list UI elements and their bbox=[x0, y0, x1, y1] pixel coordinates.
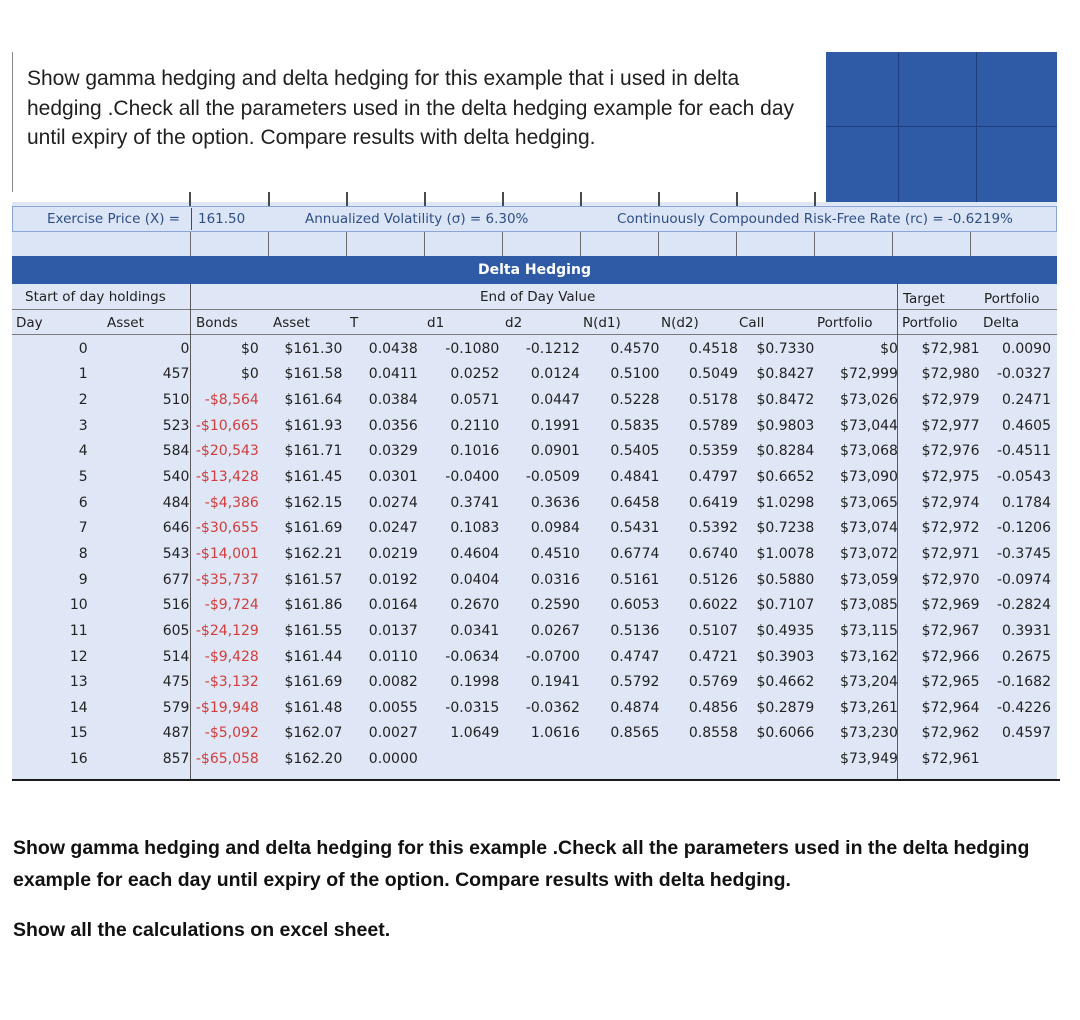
cell-bonds[interactable]: $0 bbox=[240, 366, 259, 383]
cell-call[interactable]: $0.4935 bbox=[756, 622, 815, 639]
cell-t[interactable]: 0.0027 bbox=[368, 725, 418, 742]
table-row bbox=[12, 439, 1057, 465]
cell-asset-holding[interactable]: 457 bbox=[162, 366, 190, 383]
header-divider bbox=[12, 309, 1057, 310]
column-header-asset-start: Asset bbox=[107, 315, 144, 331]
cell-bonds[interactable]: -$4,386 bbox=[204, 494, 259, 511]
cell-nd2[interactable] bbox=[663, 746, 742, 772]
cell-t[interactable]: 0.0137 bbox=[368, 622, 418, 639]
cell-d2[interactable]: 0.4510 bbox=[530, 545, 580, 562]
cell-asset-price[interactable]: $161.55 bbox=[284, 622, 343, 639]
table-row bbox=[12, 464, 1057, 490]
cell-bonds[interactable]: -$9,428 bbox=[204, 648, 259, 665]
cell-nd2[interactable]: 0.6022 bbox=[688, 597, 738, 614]
cell-d2[interactable]: 0.0124 bbox=[530, 366, 580, 383]
column-header-target-portfolio: Portfolio bbox=[902, 315, 958, 331]
gridline bbox=[424, 192, 426, 206]
cell-portfolio-delta[interactable]: -0.0543 bbox=[996, 469, 1051, 486]
cell-portfolio-delta[interactable]: 0.0090 bbox=[1002, 340, 1051, 357]
cell-asset-price[interactable]: $161.57 bbox=[284, 571, 343, 588]
cell-t[interactable]: 0.0356 bbox=[368, 417, 418, 434]
cell-nd1[interactable]: 0.5835 bbox=[610, 417, 660, 434]
cell-nd1[interactable]: 0.5431 bbox=[610, 520, 660, 537]
gridline bbox=[814, 192, 816, 206]
cell-d1[interactable]: 0.1998 bbox=[450, 674, 500, 691]
cell-portfolio[interactable]: $73,026 bbox=[840, 392, 898, 409]
cell-d1[interactable]: 0.1083 bbox=[450, 520, 500, 537]
cell-portfolio-delta[interactable]: 0.3931 bbox=[1002, 622, 1051, 639]
cell-target-portfolio[interactable]: $72,971 bbox=[921, 545, 980, 562]
table-row bbox=[12, 567, 1057, 593]
table-row bbox=[12, 541, 1057, 567]
cell-asset-holding[interactable]: 579 bbox=[162, 699, 190, 716]
cell-d2[interactable]: 0.1941 bbox=[530, 674, 580, 691]
column-header-call: Call bbox=[739, 315, 765, 331]
cell-d2[interactable]: -0.0700 bbox=[525, 648, 580, 665]
cell-d2[interactable]: -0.1212 bbox=[525, 340, 580, 357]
group-header-start: Start of day holdings bbox=[25, 289, 166, 305]
cell-target-portfolio[interactable]: $72,972 bbox=[921, 520, 980, 537]
cell-nd2[interactable]: 0.4856 bbox=[688, 699, 738, 716]
cell-asset-price[interactable]: $161.86 bbox=[284, 597, 343, 614]
cell-portfolio-delta[interactable]: -0.1682 bbox=[996, 674, 1051, 691]
cell-portfolio[interactable]: $73,044 bbox=[840, 417, 898, 434]
cell-nd2[interactable]: 0.5392 bbox=[688, 520, 738, 537]
cell-asset-price[interactable]: $161.48 bbox=[284, 699, 343, 716]
cell-asset-holding[interactable]: 516 bbox=[162, 597, 190, 614]
table-body bbox=[12, 336, 1057, 772]
exercise-price-value[interactable]: 161.50 bbox=[198, 211, 246, 227]
cell-asset-price[interactable]: $161.64 bbox=[284, 392, 343, 409]
cell-day[interactable]: 16 bbox=[69, 751, 88, 768]
risk-free-rate-label: Continuously Compounded Risk-Free Rate (rc) = -0.6219% bbox=[617, 211, 1013, 227]
cell-d1[interactable]: -0.0634 bbox=[445, 648, 500, 665]
cell-nd2[interactable]: 0.5126 bbox=[688, 571, 738, 588]
gridline bbox=[502, 192, 504, 206]
cell-nd1[interactable]: 0.6774 bbox=[610, 545, 660, 562]
cell-portfolio-delta[interactable]: 0.4605 bbox=[1002, 417, 1051, 434]
column-header-nd2: N(d2) bbox=[661, 315, 699, 331]
column-header-nd1: N(d1) bbox=[583, 315, 621, 331]
table-bottom-border bbox=[12, 779, 1060, 781]
cell-nd1[interactable]: 0.5405 bbox=[610, 443, 660, 460]
cell-call[interactable]: $0.6066 bbox=[756, 725, 815, 742]
cell-call[interactable]: $0.7330 bbox=[756, 340, 815, 357]
cell-nd2[interactable]: 0.5789 bbox=[688, 417, 738, 434]
cell-portfolio[interactable]: $0 bbox=[880, 340, 898, 357]
cell-d2[interactable]: 0.1991 bbox=[530, 417, 580, 434]
cell-portfolio-delta[interactable]: -0.2824 bbox=[996, 597, 1051, 614]
cell-call[interactable]: $1.0298 bbox=[756, 494, 815, 511]
cell-call[interactable]: $0.8472 bbox=[756, 392, 815, 409]
cell-bonds[interactable]: -$9,724 bbox=[204, 597, 259, 614]
cell-nd2[interactable]: 0.6419 bbox=[688, 494, 738, 511]
cell-d1[interactable]: -0.0400 bbox=[445, 469, 500, 486]
table-row bbox=[12, 695, 1057, 721]
cell-target-portfolio[interactable]: $72,967 bbox=[921, 622, 980, 639]
target-header-top: Target bbox=[903, 291, 945, 307]
cell-bonds[interactable]: -$10,665 bbox=[195, 417, 259, 434]
column-header-day: Day bbox=[16, 315, 43, 331]
cell-d2[interactable]: -0.0509 bbox=[525, 469, 580, 486]
empty-row bbox=[12, 232, 1057, 256]
cell-bonds[interactable]: -$30,655 bbox=[195, 520, 259, 537]
cell-call[interactable]: $0.4662 bbox=[756, 674, 815, 691]
cell-t[interactable]: 0.0055 bbox=[368, 699, 418, 716]
cell-day[interactable]: 13 bbox=[69, 674, 88, 691]
table-row bbox=[12, 515, 1057, 541]
column-header-portfolio-delta: Delta bbox=[983, 315, 1020, 331]
cell-d2[interactable]: 0.0984 bbox=[530, 520, 580, 537]
cell-nd1[interactable]: 0.6053 bbox=[610, 597, 660, 614]
cell-day[interactable]: 15 bbox=[69, 725, 88, 742]
exercise-price-label: Exercise Price (X) = bbox=[47, 211, 181, 227]
table-row bbox=[12, 336, 1057, 362]
cell-asset-holding[interactable]: 857 bbox=[162, 751, 190, 768]
cell-target-portfolio[interactable]: $72,975 bbox=[921, 469, 980, 486]
cell-bonds[interactable]: -$20,543 bbox=[195, 443, 259, 460]
cell-asset-holding[interactable]: 584 bbox=[162, 443, 190, 460]
cell-d2[interactable]: 0.0316 bbox=[530, 571, 580, 588]
cell-portfolio[interactable]: $73,261 bbox=[840, 699, 898, 716]
cell-bonds[interactable]: -$24,129 bbox=[195, 622, 259, 639]
cell-portfolio-delta[interactable]: 0.2675 bbox=[1002, 648, 1051, 665]
cell-d1[interactable]: 1.0649 bbox=[450, 725, 500, 742]
cell-asset-holding[interactable]: 487 bbox=[162, 725, 190, 742]
gap-strip bbox=[12, 192, 826, 202]
cell-asset-price[interactable]: $161.71 bbox=[284, 443, 343, 460]
column-header-bonds: Bonds bbox=[196, 315, 238, 331]
cell-nd1[interactable]: 0.5100 bbox=[610, 366, 660, 383]
cell-d1[interactable]: 0.3741 bbox=[450, 494, 500, 511]
cell-d1[interactable]: 0.4604 bbox=[450, 545, 500, 562]
cell-t[interactable]: 0.0219 bbox=[368, 545, 418, 562]
cell-d1[interactable]: 0.2110 bbox=[450, 417, 500, 434]
cell-call[interactable]: $0.7238 bbox=[756, 520, 815, 537]
cell-day[interactable]: 5 bbox=[78, 469, 88, 486]
cell-bonds[interactable]: -$13,428 bbox=[195, 469, 259, 486]
question-box bbox=[12, 52, 826, 192]
cell-day[interactable]: 2 bbox=[78, 392, 88, 409]
cell-target-portfolio[interactable]: $72,979 bbox=[921, 392, 980, 409]
cell-t[interactable]: 0.0082 bbox=[368, 674, 418, 691]
cell-portfolio-delta[interactable]: -0.4511 bbox=[996, 443, 1051, 460]
cell-nd2[interactable]: 0.5359 bbox=[688, 443, 738, 460]
cell-nd2[interactable]: 0.6740 bbox=[688, 545, 738, 562]
cell-d1[interactable]: -0.0315 bbox=[445, 699, 500, 716]
cell-portfolio-delta[interactable]: 0.4597 bbox=[1002, 725, 1051, 742]
cell-call[interactable]: $0.2879 bbox=[756, 699, 815, 716]
cell-portfolio[interactable]: $73,059 bbox=[840, 571, 898, 588]
cell-target-portfolio[interactable]: $72,969 bbox=[921, 597, 980, 614]
delta-hedging-table bbox=[12, 336, 1057, 772]
cell-target-portfolio[interactable]: $72,974 bbox=[921, 494, 980, 511]
cell-call[interactable]: $0.5880 bbox=[756, 571, 815, 588]
cell-portfolio-delta[interactable]: 0.2471 bbox=[1002, 392, 1051, 409]
cell-bonds[interactable]: -$5,092 bbox=[204, 725, 259, 742]
bottom-paragraph: Show gamma hedging and delta hedging for this example .Check all the parameters used in the delta hedging example for each day until expiry of the option. Compare results with delta hedging. bbox=[13, 837, 1030, 891]
cell-day[interactable]: 1 bbox=[78, 366, 88, 383]
bottom-instruction: Show all the calculations on excel sheet. bbox=[13, 919, 391, 941]
cell-day[interactable]: 11 bbox=[69, 622, 88, 639]
cell-portfolio[interactable]: $73,949 bbox=[840, 751, 898, 768]
cell-portfolio-delta[interactable]: -0.0327 bbox=[996, 366, 1051, 383]
table-row bbox=[12, 721, 1057, 747]
cell-t[interactable]: 0.0164 bbox=[368, 597, 418, 614]
gridline bbox=[736, 192, 738, 206]
cell-d2[interactable] bbox=[503, 746, 584, 772]
cell-call[interactable] bbox=[742, 746, 818, 772]
cell-t[interactable]: 0.0384 bbox=[368, 392, 418, 409]
cell-d1[interactable]: 0.0571 bbox=[450, 392, 500, 409]
cell-bonds[interactable]: $0 bbox=[240, 340, 259, 357]
cell-call[interactable]: $0.8427 bbox=[756, 366, 815, 383]
cell-nd1[interactable]: 0.6458 bbox=[610, 494, 660, 511]
cell-portfolio[interactable]: $73,090 bbox=[840, 469, 898, 486]
volatility-label: Annualized Volatility (σ) = 6.30% bbox=[305, 211, 529, 227]
cell-portfolio-delta[interactable] bbox=[983, 746, 1057, 772]
cell-d2[interactable]: 0.3636 bbox=[530, 494, 580, 511]
cell-nd2[interactable]: 0.5769 bbox=[688, 674, 738, 691]
cell-nd1[interactable]: 0.4570 bbox=[610, 340, 660, 357]
gridline bbox=[346, 192, 348, 206]
cell-day[interactable]: 0 bbox=[78, 340, 88, 357]
cell-day[interactable]: 8 bbox=[78, 545, 88, 562]
cell-nd1[interactable] bbox=[584, 746, 664, 772]
cell-day[interactable]: 14 bbox=[69, 699, 88, 716]
cell-asset-price[interactable]: $161.45 bbox=[284, 469, 343, 486]
cell-target-portfolio[interactable]: $72,981 bbox=[921, 340, 980, 357]
cell-d2[interactable]: 0.0901 bbox=[530, 443, 580, 460]
cell-nd1[interactable]: 0.5792 bbox=[610, 674, 660, 691]
cell-day[interactable]: 9 bbox=[78, 571, 88, 588]
table-row bbox=[12, 618, 1057, 644]
cell-nd1[interactable]: 0.4841 bbox=[610, 469, 660, 486]
gridline bbox=[580, 192, 582, 206]
cell-portfolio[interactable]: $73,085 bbox=[840, 597, 898, 614]
cell-nd2[interactable]: 0.4797 bbox=[688, 469, 738, 486]
cell-asset-holding[interactable]: 646 bbox=[162, 520, 190, 537]
cell-asset-price[interactable]: $162.07 bbox=[284, 725, 343, 742]
cell-t[interactable]: 0.0192 bbox=[368, 571, 418, 588]
cell-portfolio[interactable]: $73,162 bbox=[840, 648, 898, 665]
cell-asset-holding[interactable]: 540 bbox=[162, 469, 190, 486]
table-row bbox=[12, 387, 1057, 413]
cell-asset-price[interactable]: $161.30 bbox=[284, 340, 343, 357]
parameters-row bbox=[12, 206, 1057, 232]
cell-asset-price[interactable]: $161.69 bbox=[284, 520, 343, 537]
cell-bonds[interactable]: -$14,001 bbox=[195, 545, 259, 562]
cell-target-portfolio[interactable]: $72,970 bbox=[921, 571, 980, 588]
cell-bonds[interactable]: -$8,564 bbox=[204, 392, 259, 409]
cell-asset-holding[interactable]: 523 bbox=[162, 417, 190, 434]
cell-d1[interactable]: 0.0252 bbox=[450, 366, 500, 383]
question-text: Show gamma hedging and delta hedging for this example that i used in delta hedging .Check all the parameters used in the delta hedging example for each day until expiry of the option. Compare results with delta hedging. bbox=[27, 67, 794, 149]
column-header-d2: d2 bbox=[505, 315, 523, 331]
cell-nd2[interactable]: 0.5049 bbox=[688, 366, 738, 383]
group-header-end: End of Day Value bbox=[480, 289, 596, 305]
cell-t[interactable]: 0.0301 bbox=[368, 469, 418, 486]
cell-portfolio[interactable]: $73,072 bbox=[840, 545, 898, 562]
cell-target-portfolio[interactable]: $72,980 bbox=[921, 366, 980, 383]
cell-target-portfolio[interactable]: $72,961 bbox=[921, 751, 980, 768]
cell-nd1[interactable]: 0.5136 bbox=[610, 622, 660, 639]
cell-call[interactable]: $0.8284 bbox=[756, 443, 815, 460]
column-header-t: T bbox=[350, 315, 359, 331]
cell-d2[interactable]: 0.2590 bbox=[530, 597, 580, 614]
cell-asset-holding[interactable]: 605 bbox=[162, 622, 190, 639]
cell-nd1[interactable]: 0.5161 bbox=[610, 571, 660, 588]
cell-asset-holding[interactable]: 677 bbox=[162, 571, 190, 588]
cell-d2[interactable]: 1.0616 bbox=[530, 725, 580, 742]
cell-target-portfolio[interactable]: $72,962 bbox=[921, 725, 980, 742]
column-header-d1: d1 bbox=[427, 315, 445, 331]
cell-d1[interactable]: 0.1016 bbox=[450, 443, 500, 460]
cell-asset-price[interactable]: $162.20 bbox=[284, 751, 343, 768]
cell-asset-holding[interactable]: 510 bbox=[162, 392, 190, 409]
cell-day[interactable]: 4 bbox=[78, 443, 88, 460]
cell-portfolio[interactable]: $73,115 bbox=[840, 622, 898, 639]
cell-portfolio[interactable]: $73,204 bbox=[840, 674, 898, 691]
cell-call[interactable]: $1.0078 bbox=[756, 545, 815, 562]
cell-target-portfolio[interactable]: $72,965 bbox=[921, 674, 980, 691]
cell-asset-price[interactable]: $161.44 bbox=[284, 648, 343, 665]
portfolio-header-top: Portfolio bbox=[984, 291, 1040, 307]
cell-call[interactable]: $0.6652 bbox=[756, 469, 815, 486]
table-row bbox=[12, 413, 1057, 439]
table-row bbox=[12, 592, 1057, 618]
cell-t[interactable]: 0.0329 bbox=[368, 443, 418, 460]
cell-d1[interactable]: 0.0341 bbox=[450, 622, 500, 639]
cell-asset-price[interactable]: $162.21 bbox=[284, 545, 343, 562]
table-title: Delta Hedging bbox=[478, 262, 591, 278]
cell-target-portfolio[interactable]: $72,976 bbox=[921, 443, 980, 460]
cell-d1[interactable]: -0.1080 bbox=[445, 340, 500, 357]
cell-nd2[interactable]: 0.5178 bbox=[688, 392, 738, 409]
cell-target-portfolio[interactable]: $72,977 bbox=[921, 417, 980, 434]
cell-target-portfolio[interactable]: $72,964 bbox=[921, 699, 980, 716]
cell-nd2[interactable]: 0.5107 bbox=[688, 622, 738, 639]
cell-day[interactable]: 10 bbox=[69, 597, 88, 614]
column-header-asset: Asset bbox=[273, 315, 310, 331]
cell-bonds[interactable]: -$19,948 bbox=[195, 699, 259, 716]
gridline bbox=[189, 192, 191, 206]
table-row bbox=[12, 490, 1057, 516]
cell-asset-holding[interactable]: 475 bbox=[162, 674, 190, 691]
cell-d1[interactable]: 0.2670 bbox=[450, 597, 500, 614]
cell-nd1[interactable]: 0.4874 bbox=[610, 699, 660, 716]
cell-portfolio[interactable]: $73,230 bbox=[840, 725, 898, 742]
table-row bbox=[12, 644, 1057, 670]
cell-divider bbox=[191, 208, 192, 230]
header-band bbox=[826, 52, 1057, 202]
header-divider bbox=[12, 334, 1057, 335]
cell-bonds[interactable]: -$3,132 bbox=[204, 674, 259, 691]
table-row bbox=[12, 362, 1057, 388]
cell-call[interactable]: $0.3903 bbox=[756, 648, 815, 665]
table-row bbox=[12, 669, 1057, 695]
column-header-portfolio: Portfolio bbox=[817, 315, 873, 331]
gridline bbox=[658, 192, 660, 206]
cell-nd1[interactable]: 0.4747 bbox=[610, 648, 660, 665]
cell-target-portfolio[interactable]: $72,966 bbox=[921, 648, 980, 665]
cell-d2[interactable]: -0.0362 bbox=[525, 699, 580, 716]
cell-asset-holding[interactable]: 0 bbox=[180, 340, 190, 357]
cell-t[interactable]: 0.0411 bbox=[368, 366, 418, 383]
cell-call[interactable]: $0.7107 bbox=[756, 597, 815, 614]
cell-nd2[interactable]: 0.8558 bbox=[688, 725, 738, 742]
cell-portfolio-delta[interactable]: -0.1206 bbox=[996, 520, 1051, 537]
cell-asset-price[interactable]: $161.93 bbox=[284, 417, 343, 434]
cell-portfolio-delta[interactable]: -0.0974 bbox=[996, 571, 1051, 588]
cell-d2[interactable]: 0.0447 bbox=[530, 392, 580, 409]
cell-asset-holding[interactable]: 543 bbox=[162, 545, 190, 562]
cell-asset-holding[interactable]: 514 bbox=[162, 648, 190, 665]
cell-nd1[interactable]: 0.8565 bbox=[610, 725, 660, 742]
cell-nd2[interactable]: 0.4721 bbox=[688, 648, 738, 665]
cell-d1[interactable] bbox=[422, 746, 504, 772]
table-row bbox=[12, 746, 1057, 772]
cell-asset-price[interactable]: $161.58 bbox=[284, 366, 343, 383]
cell-t[interactable]: 0.0000 bbox=[368, 751, 418, 768]
cell-portfolio[interactable]: $72,999 bbox=[840, 366, 898, 383]
cell-portfolio[interactable]: $73,068 bbox=[840, 443, 898, 460]
cell-day[interactable]: 3 bbox=[78, 417, 88, 434]
cell-day[interactable]: 12 bbox=[69, 648, 88, 665]
cell-t[interactable]: 0.0110 bbox=[368, 648, 418, 665]
cell-portfolio[interactable]: $73,065 bbox=[840, 494, 898, 511]
cell-bonds[interactable]: -$65,058 bbox=[195, 751, 259, 768]
gridline bbox=[268, 192, 270, 206]
cell-portfolio-delta[interactable]: 0.1784 bbox=[1002, 494, 1051, 511]
cell-asset-holding[interactable]: 484 bbox=[162, 494, 190, 511]
cell-asset-price[interactable]: $162.15 bbox=[284, 494, 343, 511]
table-title-bar bbox=[12, 256, 1057, 284]
cell-portfolio-delta[interactable]: -0.4226 bbox=[996, 699, 1051, 716]
cell-nd1[interactable]: 0.5228 bbox=[610, 392, 660, 409]
cell-d1[interactable]: 0.0404 bbox=[450, 571, 500, 588]
cell-t[interactable]: 0.0247 bbox=[368, 520, 418, 537]
cell-call[interactable]: $0.9803 bbox=[756, 417, 815, 434]
cell-asset-price[interactable]: $161.69 bbox=[284, 674, 343, 691]
cell-nd2[interactable]: 0.4518 bbox=[688, 340, 738, 357]
cell-t[interactable]: 0.0438 bbox=[368, 340, 418, 357]
cell-day[interactable]: 6 bbox=[78, 494, 88, 511]
cell-portfolio[interactable]: $73,074 bbox=[840, 520, 898, 537]
cell-day[interactable]: 7 bbox=[78, 520, 88, 537]
cell-portfolio-delta[interactable]: -0.3745 bbox=[996, 545, 1051, 562]
cell-t[interactable]: 0.0274 bbox=[368, 494, 418, 511]
cell-bonds[interactable]: -$35,737 bbox=[195, 571, 259, 588]
cell-d2[interactable]: 0.0267 bbox=[530, 622, 580, 639]
